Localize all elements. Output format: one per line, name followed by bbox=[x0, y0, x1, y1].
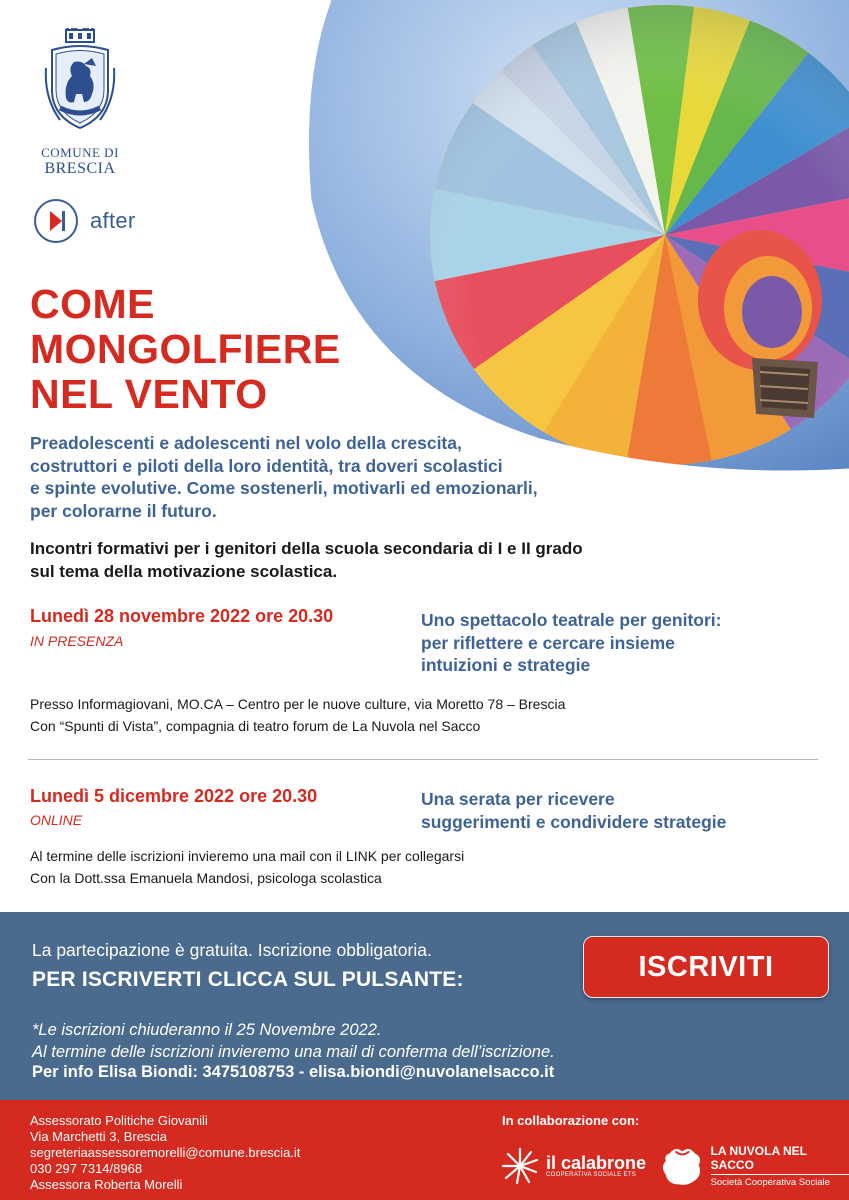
subtitle-line: costruttori e piloti della loro identità, tra doveri scolastici bbox=[30, 455, 503, 476]
event-1-description bbox=[421, 609, 821, 677]
title-line: MONGOLFIERE bbox=[30, 326, 341, 372]
main-title bbox=[30, 282, 341, 417]
register-button[interactable]: ISCRIVITI bbox=[583, 936, 829, 998]
partner-2-sub: Società Cooperativa Sociale bbox=[711, 1174, 849, 1188]
event-desc-line: Una serata per ricevere bbox=[421, 789, 615, 809]
intro-line: sul tema della motivazione scolastica. bbox=[30, 561, 338, 581]
office-line: Assessora Roberta Morelli bbox=[30, 1177, 183, 1192]
logo-line-2: BRESCIA bbox=[44, 160, 116, 177]
event-1-info bbox=[30, 694, 565, 737]
event-2-mode: ONLINE bbox=[30, 812, 83, 828]
event-1-mode: IN PRESENZA bbox=[30, 633, 124, 649]
office-line: Via Marchetti 3, Brescia bbox=[30, 1129, 168, 1144]
title-line: COME bbox=[30, 281, 155, 327]
hot-air-balloon-icon bbox=[290, 0, 849, 490]
comune-brescia-logo bbox=[30, 28, 130, 178]
subtitle-line: Preadolescenti e adolescenti nel volo della crescita, bbox=[30, 433, 462, 453]
partner-2-name: LA NUVOLA NEL SACCO bbox=[710, 1144, 807, 1172]
subtitle-line: per colorarne il futuro. bbox=[30, 500, 217, 521]
contact-info: Per info Elisa Biondi: 3475108753 - elisa.biondi@nuvolanelsacco.it bbox=[32, 1063, 555, 1081]
office-email[interactable]: segreteriaassessoremorelli@comune.brescia.it bbox=[30, 1145, 301, 1160]
event-2-info bbox=[30, 846, 464, 889]
partner-1-sub: COOPERATIVA SOCIALE ETS bbox=[546, 1172, 637, 1178]
event-desc-line: per riflettere e cercare insieme bbox=[421, 632, 675, 653]
partner-1-name: il calabrone bbox=[546, 1153, 647, 1173]
partner-nuvola-logo bbox=[660, 1143, 849, 1189]
hero-balloon-image bbox=[290, 0, 849, 490]
subtitle-line: e spinte evolutive. Come sostenerli, motivarli ed emozionarli, bbox=[30, 478, 538, 498]
after-label: after bbox=[90, 208, 136, 233]
event-2-description bbox=[421, 788, 821, 833]
cta-note-line: *Le iscrizioni chiuderanno il 25 Novembre 2022. bbox=[32, 1021, 382, 1039]
brescia-crest-icon bbox=[44, 28, 116, 136]
calabrone-burst-icon bbox=[500, 1146, 540, 1186]
cta-note bbox=[32, 1020, 555, 1063]
partner-calabrone-logo bbox=[500, 1146, 646, 1186]
subtitle bbox=[30, 432, 590, 522]
divider bbox=[28, 759, 818, 760]
event-2-date: Lunedì 5 dicembre 2022 ore 20.30 bbox=[30, 786, 318, 806]
event-1-date: Lunedì 28 novembre 2022 ore 20.30 bbox=[30, 606, 334, 626]
event-desc-line: Uno spettacolo teatrale per genitori: bbox=[421, 610, 722, 630]
office-details bbox=[30, 1113, 300, 1193]
event-desc-line: intuizioni e strategie bbox=[421, 655, 591, 675]
nuvola-sack-icon bbox=[660, 1143, 705, 1189]
office-line: Assessorato Politiche Giovanili bbox=[30, 1113, 208, 1128]
collaboration-label: In collaborazione con: bbox=[502, 1113, 640, 1128]
office-phone: 030 297 7314/8968 bbox=[30, 1161, 143, 1176]
event-info-line: Al termine delle iscrizioni invieremo una mail con il LINK per collegarsi bbox=[30, 848, 465, 864]
event-desc-line: suggerimenti e condividere strategie bbox=[421, 811, 727, 832]
event-info-line: Con la Dott.ssa Emanuela Mandosi, psicologa scolastica bbox=[30, 869, 382, 886]
intro-text bbox=[30, 538, 710, 583]
play-next-icon bbox=[32, 197, 80, 245]
cta-instruction: PER ISCRIVERTI CLICCA SUL PULSANTE: bbox=[32, 968, 464, 991]
event-info-line: Presso Informagiovani, MO.CA – Centro per le nuove culture, via Moretto 78 – Brescia bbox=[30, 696, 566, 712]
event-info-line: Con “Spunti di Vista”, compagnia di teatro forum de La Nuvola nel Sacco bbox=[30, 717, 481, 734]
logo-line-1: COMUNE DI bbox=[41, 145, 119, 160]
title-line: NEL VENTO bbox=[30, 371, 268, 417]
cta-free-text: La partecipazione è gratuita. Iscrizione obbligatoria. bbox=[32, 940, 432, 960]
after-brand bbox=[32, 197, 136, 245]
intro-line: Incontri formativi per i genitori della scuola secondaria di I e II grado bbox=[30, 539, 583, 558]
cta-note-line: Al termine delle iscrizioni invieremo una mail di conferma dell’iscrizione. bbox=[32, 1042, 555, 1061]
